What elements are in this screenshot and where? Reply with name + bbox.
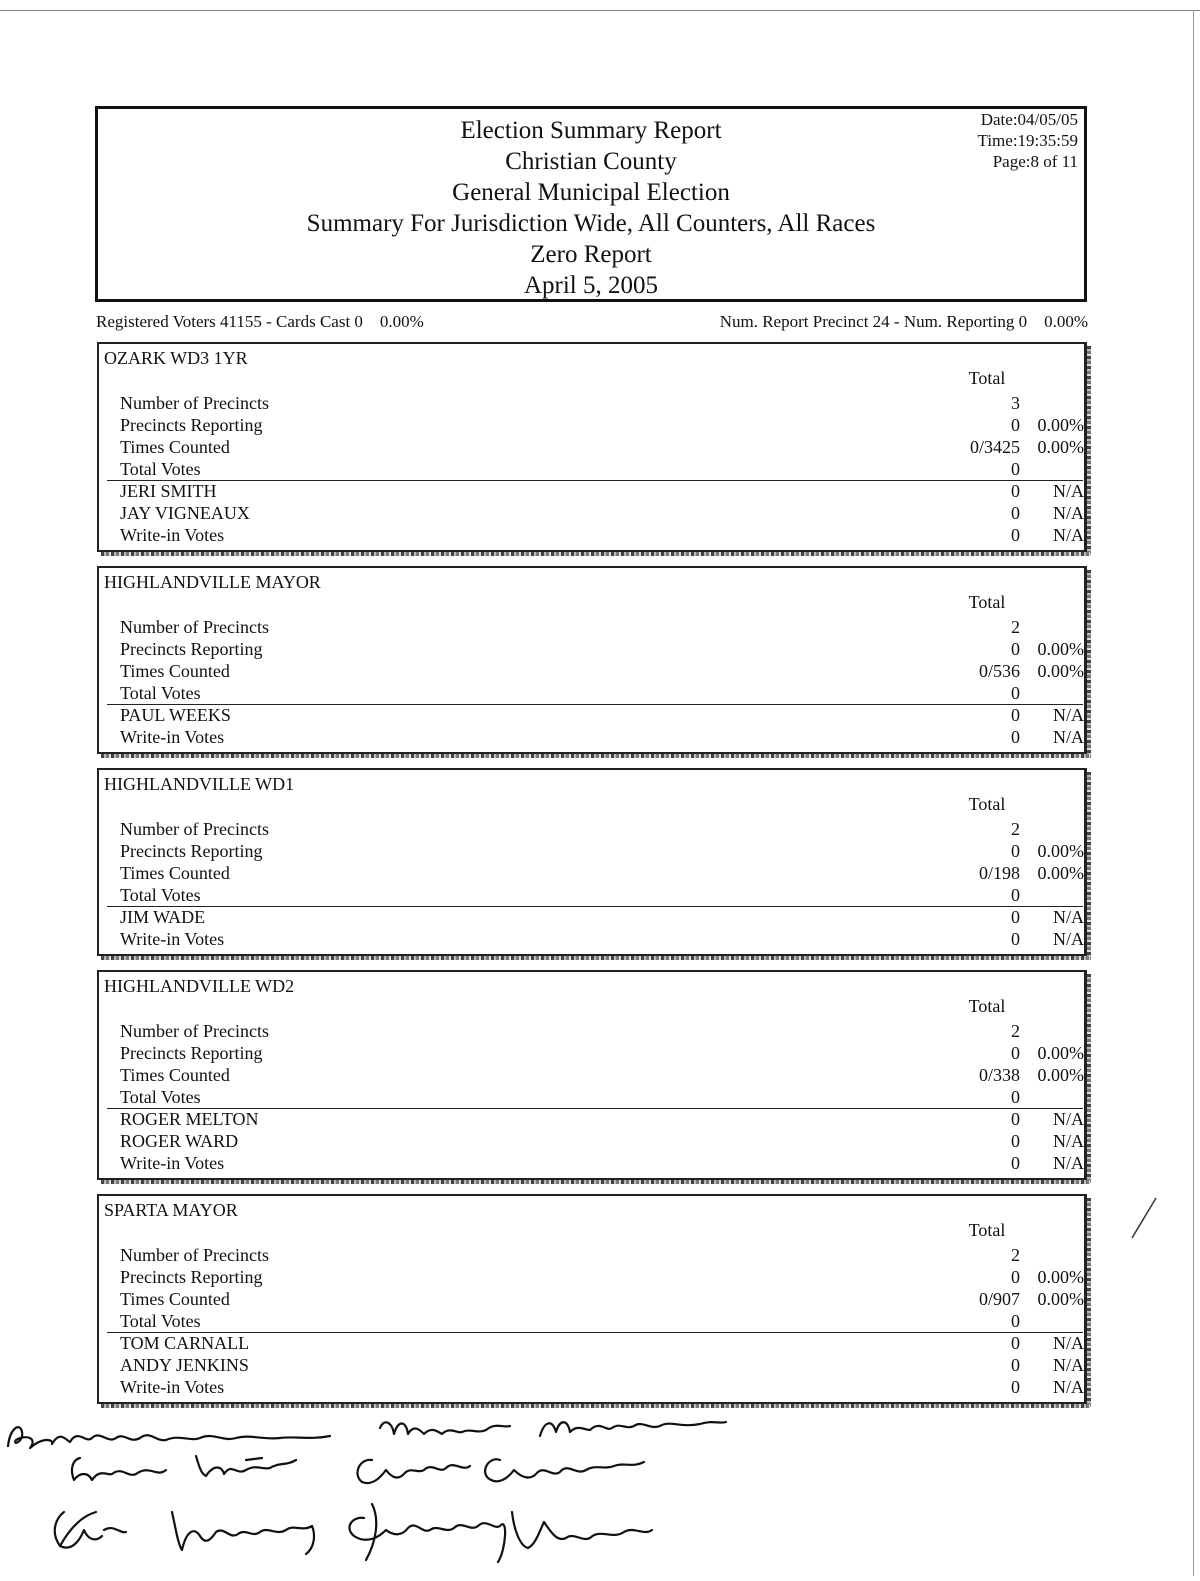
election-date: April 5, 2005 xyxy=(523,272,659,299)
row-percent: N/A xyxy=(1053,481,1084,501)
page-number: Page:8 of 11 xyxy=(992,152,1078,171)
row-label: Times Counted xyxy=(120,1289,230,1309)
page-edge-top xyxy=(0,10,1200,11)
stat-row xyxy=(120,884,1080,906)
row-label: Number of Precincts xyxy=(120,1021,269,1041)
race-box xyxy=(97,1194,1087,1404)
row-value: 2 xyxy=(1011,1245,1020,1265)
row-value: 2 xyxy=(1011,1021,1020,1041)
stat-row xyxy=(120,1086,1080,1108)
row-value: 0 xyxy=(1011,503,1020,523)
race-box xyxy=(97,342,1087,552)
row-label: TOM CARNALL xyxy=(120,1333,250,1353)
row-percent: N/A xyxy=(1053,929,1084,949)
candidate-row xyxy=(120,928,1084,950)
candidate-row xyxy=(120,726,1084,748)
row-label: Write-in Votes xyxy=(120,525,225,545)
race-title: HIGHLANDVILLE WD1 xyxy=(104,774,295,794)
summary-scope: Summary For Jurisdiction Wide, All Counters, All Races xyxy=(306,210,876,237)
stat-row xyxy=(120,1042,1084,1064)
row-value: 0 xyxy=(1011,1153,1020,1173)
row-percent: N/A xyxy=(1053,1109,1084,1129)
row-percent: N/A xyxy=(1053,503,1084,523)
stat-row xyxy=(120,818,1080,840)
row-label: Times Counted xyxy=(120,1065,230,1085)
report-title-block xyxy=(98,115,1084,301)
row-percent: N/A xyxy=(1053,705,1084,725)
row-value: 0/3425 xyxy=(969,437,1020,457)
row-label: Write-in Votes xyxy=(120,1377,225,1397)
row-label: Total Votes xyxy=(120,885,201,905)
race-box xyxy=(97,768,1087,956)
row-label: ANDY JENKINS xyxy=(120,1355,249,1375)
row-label: PAUL WEEKS xyxy=(120,705,231,725)
row-percent: N/A xyxy=(1053,525,1084,545)
row-percent: 0.00% xyxy=(1037,415,1084,435)
stat-row xyxy=(120,458,1080,480)
row-value: 0 xyxy=(1011,1355,1020,1375)
row-value: 0 xyxy=(1011,525,1020,545)
row-label: Precincts Reporting xyxy=(120,639,263,659)
stat-row xyxy=(120,862,1084,884)
candidate-row xyxy=(120,502,1084,524)
row-value: 0 xyxy=(1011,705,1020,725)
race-title: HIGHLANDVILLE MAYOR xyxy=(104,572,321,592)
row-percent: N/A xyxy=(1053,1333,1084,1353)
row-percent: 0.00% xyxy=(1037,863,1084,883)
county-name: Christian County xyxy=(505,148,677,175)
stat-row xyxy=(120,1288,1084,1310)
row-value: 0/198 xyxy=(978,863,1020,883)
signature-area xyxy=(0,1400,760,1576)
report-meta xyxy=(978,109,1078,172)
stat-row xyxy=(120,1310,1080,1332)
row-value: 0 xyxy=(1011,415,1020,435)
row-label: Times Counted xyxy=(120,863,230,883)
row-percent: N/A xyxy=(1053,1131,1084,1151)
row-percent: 0.00% xyxy=(1037,639,1084,659)
row-label: Times Counted xyxy=(120,437,230,457)
row-value: 0 xyxy=(1011,683,1020,703)
row-value: 0 xyxy=(1011,1087,1020,1107)
race-box xyxy=(97,970,1087,1180)
row-label: Precincts Reporting xyxy=(120,1043,263,1063)
election-name: General Municipal Election xyxy=(452,179,730,206)
stat-row xyxy=(120,392,1080,414)
report-title: Election Summary Report xyxy=(460,117,722,144)
row-label: Number of Precincts xyxy=(120,1245,269,1265)
row-value: 0 xyxy=(1011,1311,1020,1331)
row-label: Write-in Votes xyxy=(120,727,225,747)
row-label: Number of Precincts xyxy=(120,393,269,413)
stat-row xyxy=(120,638,1084,660)
row-label: Number of Precincts xyxy=(120,819,269,839)
stat-row xyxy=(120,682,1080,704)
total-column-header: Total xyxy=(968,996,1006,1016)
stat-row xyxy=(120,660,1084,682)
row-percent: 0.00% xyxy=(1037,661,1084,681)
row-percent: 0.00% xyxy=(1037,841,1084,861)
row-label: Total Votes xyxy=(120,459,201,479)
row-percent: 0.00% xyxy=(1037,1043,1084,1063)
row-percent: 0.00% xyxy=(1037,1289,1084,1309)
stat-row xyxy=(120,840,1084,862)
total-column-header: Total xyxy=(968,794,1006,814)
candidate-row xyxy=(120,1108,1084,1130)
row-label: JERI SMITH xyxy=(120,481,217,501)
row-label: JAY VIGNEAUX xyxy=(120,503,250,523)
row-value: 0 xyxy=(1011,1131,1020,1151)
race-title: OZARK WD3 1YR xyxy=(104,348,248,368)
row-label: ROGER WARD xyxy=(120,1131,239,1151)
row-percent: 0.00% xyxy=(1037,1065,1084,1085)
row-value: 0/907 xyxy=(978,1289,1020,1309)
row-value: 0 xyxy=(1011,459,1020,479)
row-percent: N/A xyxy=(1053,1377,1084,1397)
row-value: 3 xyxy=(1011,393,1020,413)
row-label: Precincts Reporting xyxy=(120,841,263,861)
stat-row xyxy=(120,414,1084,436)
row-label: Precincts Reporting xyxy=(120,1267,263,1287)
candidate-row xyxy=(120,906,1084,928)
race-title: HIGHLANDVILLE WD2 xyxy=(104,976,295,996)
row-value: 2 xyxy=(1011,819,1020,839)
row-value: 0 xyxy=(1011,885,1020,905)
row-label: Total Votes xyxy=(120,1087,201,1107)
row-value: 0 xyxy=(1011,481,1020,501)
stat-row xyxy=(120,1266,1084,1288)
row-label: Times Counted xyxy=(120,661,230,681)
page-edge-right xyxy=(1193,10,1194,1576)
row-value: 0 xyxy=(1011,1333,1020,1353)
row-label: ROGER MELTON xyxy=(120,1109,259,1129)
row-value: 0 xyxy=(1011,1267,1020,1287)
row-label: Number of Precincts xyxy=(120,617,269,637)
row-value: 0 xyxy=(1011,1043,1020,1063)
report-type: Zero Report xyxy=(530,241,652,268)
row-label: Precincts Reporting xyxy=(120,415,263,435)
row-value: 2 xyxy=(1011,617,1020,637)
row-value: 0 xyxy=(1011,907,1020,927)
row-value: 0/338 xyxy=(978,1065,1020,1085)
row-value: 0 xyxy=(1011,639,1020,659)
registered-voters-summary: Registered Voters 41155 - Cards Cast 0 0.00% xyxy=(96,312,424,331)
handwritten-signatures xyxy=(0,1400,760,1576)
row-label: Total Votes xyxy=(120,683,201,703)
total-column-header: Total xyxy=(968,592,1006,612)
total-column-header: Total xyxy=(968,1220,1006,1240)
row-value: 0 xyxy=(1011,1377,1020,1397)
row-value: 0 xyxy=(1011,929,1020,949)
report-header-box xyxy=(95,106,1087,302)
stat-row xyxy=(120,436,1084,458)
row-percent: 0.00% xyxy=(1037,1267,1084,1287)
candidate-row xyxy=(120,1152,1084,1174)
precinct-reporting-summary: Num. Report Precinct 24 - Num. Reporting 0 0.00% xyxy=(719,312,1088,331)
stat-row xyxy=(120,1244,1080,1266)
row-label: Total Votes xyxy=(120,1311,201,1331)
candidate-row xyxy=(120,524,1084,546)
row-value: 0/536 xyxy=(978,661,1020,681)
report-time: Time:19:35:59 xyxy=(977,131,1078,150)
candidate-row xyxy=(120,480,1084,502)
row-label: JIM WADE xyxy=(120,907,206,927)
row-value: 0 xyxy=(1011,841,1020,861)
row-percent: N/A xyxy=(1053,907,1084,927)
stat-row xyxy=(120,1020,1080,1042)
row-label: Write-in Votes xyxy=(120,929,225,949)
candidate-row xyxy=(120,1354,1084,1376)
row-value: 0 xyxy=(1011,727,1020,747)
candidate-row xyxy=(120,704,1084,726)
row-percent: N/A xyxy=(1053,1153,1084,1173)
row-label: Write-in Votes xyxy=(120,1153,225,1173)
race-title: SPARTA MAYOR xyxy=(104,1200,238,1220)
candidate-row xyxy=(120,1376,1084,1398)
row-percent: 0.00% xyxy=(1037,437,1084,457)
report-date: Date:04/05/05 xyxy=(980,110,1078,129)
stray-pen-mark xyxy=(1128,1196,1158,1247)
row-percent: N/A xyxy=(1053,1355,1084,1375)
candidate-row xyxy=(120,1130,1084,1152)
row-percent: N/A xyxy=(1053,727,1084,747)
total-column-header: Total xyxy=(968,368,1006,388)
stat-row xyxy=(120,616,1080,638)
race-box xyxy=(97,566,1087,754)
stat-row xyxy=(120,1064,1084,1086)
row-value: 0 xyxy=(1011,1109,1020,1129)
candidate-row xyxy=(120,1332,1084,1354)
